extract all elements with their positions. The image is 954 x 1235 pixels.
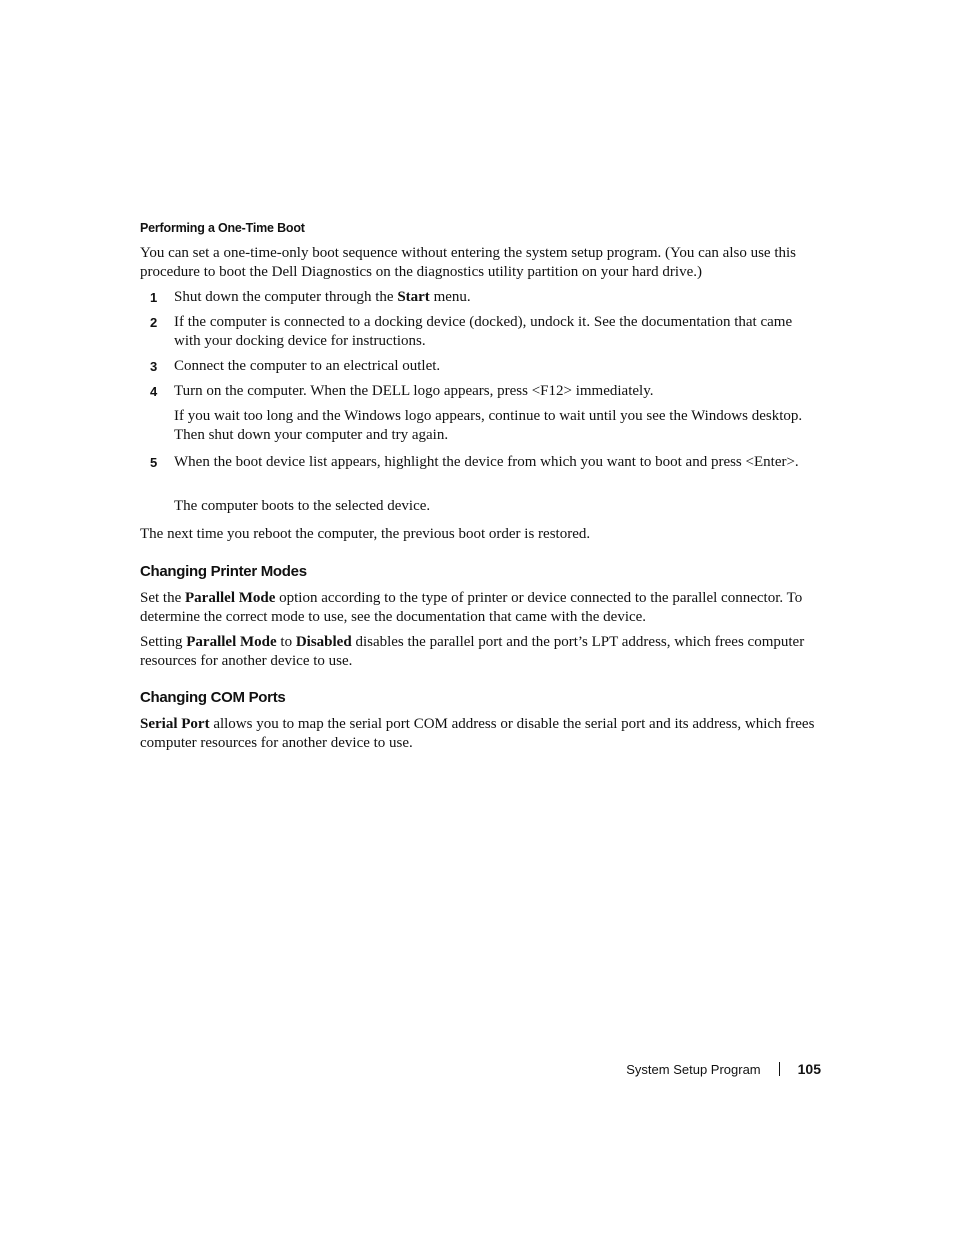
start-menu-term: Start [397, 289, 430, 305]
footer-section-title: System Setup Program [626, 1061, 761, 1077]
step-number: 5 [150, 455, 158, 470]
step-text-post: menu. [429, 289, 471, 305]
intro-paragraph: You can set a one-time-only boot sequence without entering the system setup program. (You can also use this procedure to boot the Dell Diagnostics on the diagnostics utility partition on your hard drive.) [140, 245, 797, 280]
step-text [174, 288, 814, 307]
step-4-note: If you wait too long and the Windows logo appears, continue to wait until you see the Windows desktop. Then shut down your computer and try again. [174, 408, 803, 443]
text-run: Setting [140, 634, 187, 650]
step-5-note: The computer boots to the selected device. [174, 498, 431, 514]
step-text: Connect the computer to an electrical outlet. [174, 358, 441, 374]
step-number: 1 [150, 290, 158, 305]
step-number: 4 [150, 384, 158, 399]
printer-paragraph-1 [140, 589, 820, 627]
heading-one-time-boot: Performing a One-Time Boot [140, 221, 305, 235]
text-run: allows you to map the serial port COM address or disable the serial port and its address, which frees computer resources for another device to use. [140, 716, 815, 751]
parallel-mode-term: Parallel Mode [186, 634, 277, 650]
step-text: If the computer is connected to a docking device (docked), undock it. See the documentation that came with your docking device for instructions. [174, 314, 793, 349]
disabled-term: Disabled [295, 634, 352, 650]
footer-divider [779, 1062, 780, 1076]
heading-printer-modes: Changing Printer Modes [140, 563, 307, 580]
text-run: disables the parallel port and the port’s LPT address, which frees computer resources for another device to use. [140, 634, 805, 669]
step-text: Turn on the computer. When the DELL logo appears, press <F12> immediately. [174, 383, 654, 399]
page-footer [626, 1061, 821, 1077]
text-run: option according to the type of printer or device connected to the parallel connector. To determine the correct mode to use, see the documentation that came with the device. [140, 590, 803, 625]
parallel-mode-term: Parallel Mode [185, 590, 276, 606]
page-number: 105 [797, 1061, 821, 1077]
step-number: 2 [150, 315, 158, 330]
step-text-pre: Shut down the computer through the [174, 289, 398, 305]
text-run: Set the [140, 590, 185, 606]
step-number: 3 [150, 359, 158, 374]
serial-port-term: Serial Port [140, 716, 210, 732]
step-text: When the boot device list appears, highlight the device from which you want to boot and press <Enter>. [174, 454, 799, 470]
com-paragraph [140, 715, 820, 753]
heading-com-ports: Changing COM Ports [140, 689, 286, 706]
printer-paragraph-2 [140, 633, 820, 671]
outro-paragraph: The next time you reboot the computer, the previous boot order is restored. [140, 526, 591, 542]
text-run: to [276, 634, 296, 650]
